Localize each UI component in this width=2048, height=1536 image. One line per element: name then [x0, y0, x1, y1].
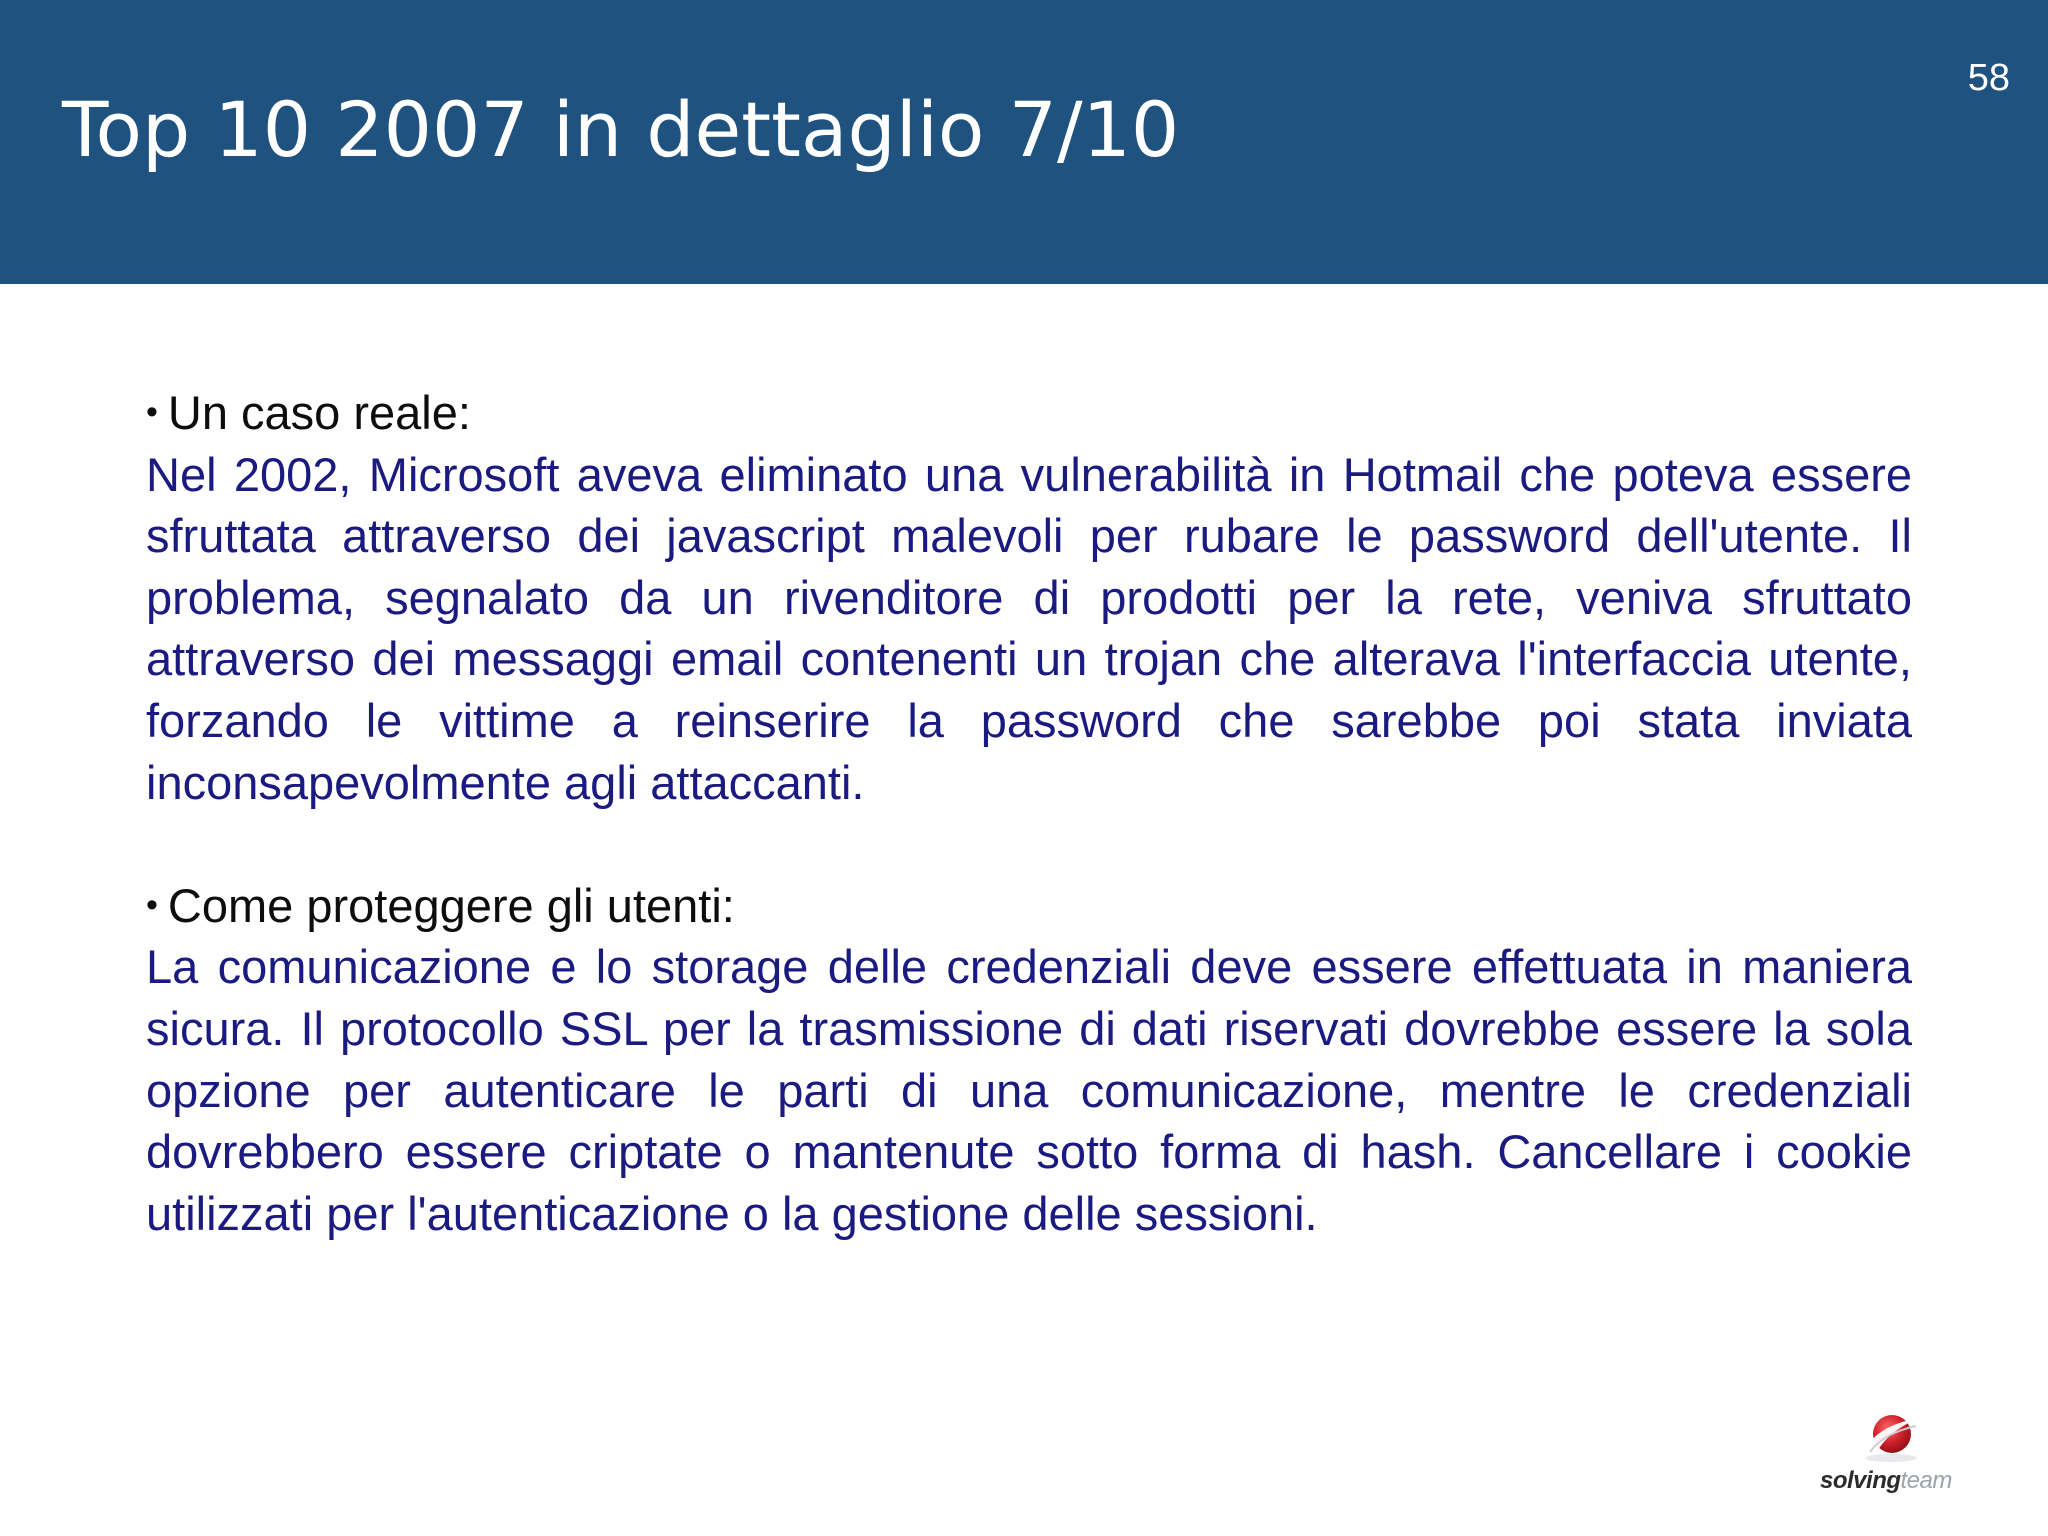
paragraph-protect-users: La comunicazione e lo storage delle credenziali deve essere effettuata in maniera sicura. Il protocollo SSL per la trasmissione di dati riservati dovrebbe essere la sola opzione per autenticare le parti di una comunicazione, mentre le credenziali dovrebbero essere criptate o mantenute sotto forma di hash. Cancellare i cookie utilizzati per l'autenticazione o la gestione delle sessioni.	[146, 940, 1912, 1240]
bullet-dot: •	[146, 885, 158, 924]
logo-wordmark	[1820, 1466, 1952, 1496]
bullet-heading	[146, 875, 1912, 937]
logo-text-solving: solving	[1820, 1467, 1901, 1494]
slide-header	[0, 0, 2048, 284]
logo-text-team: team	[1900, 1467, 1952, 1494]
section-protect-users	[146, 875, 1912, 1245]
bullet-dot: •	[146, 393, 158, 431]
swirl-logo-icon	[1858, 1408, 1924, 1464]
page-number: 58	[1967, 57, 2010, 99]
bullet-heading	[146, 382, 1912, 444]
paragraph-real-case: Nel 2002, Microsoft aveva eliminato una vulnerabilità in Hotmail che poteva essere sfruttata attraverso dei javascript malevoli per rubare le password dell'utente. Il problema, segnalato da un rivenditore di prodotti per la rete, veniva sfruttato attraverso dei messaggi email contenenti un trojan che alterava l'interfaccia utente, forzando le vittime a reinserire la password che sarebbe poi stata inviata inconsapevolmente agli attaccanti.	[146, 447, 1912, 809]
bullet-heading-text: Come proteggere gli utenti:	[167, 878, 735, 932]
slide-title: Top 10 2007 in dettaglio 7/10	[62, 85, 1180, 174]
slide-content	[146, 382, 1912, 1244]
section-real-case	[146, 382, 1912, 813]
bullet-heading-text: Un caso reale:	[167, 386, 471, 439]
company-logo	[1816, 1408, 1966, 1496]
